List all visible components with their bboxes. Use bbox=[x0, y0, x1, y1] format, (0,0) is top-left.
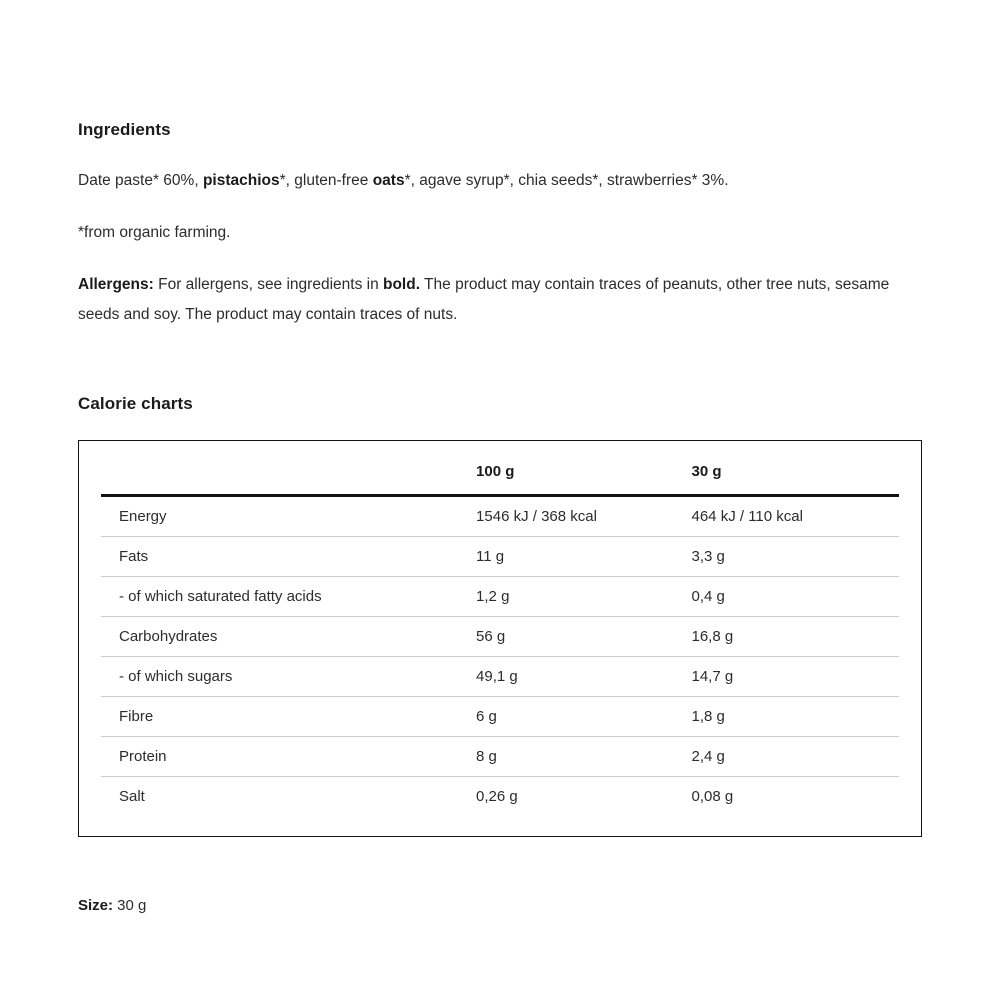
organic-farming-note: *from organic farming. bbox=[78, 224, 231, 241]
row-label: Energy bbox=[101, 496, 476, 537]
table-row bbox=[101, 496, 899, 537]
allergens-bold-word: bold. bbox=[383, 276, 421, 293]
allergens-text-2: The product may contain traces of peanuts, other tree nuts, sesame seeds and soy. The product may contain traces of nuts. bbox=[78, 276, 890, 323]
row-value-100g: 11 g bbox=[476, 537, 691, 577]
nutrition-table-head bbox=[101, 459, 899, 496]
row-value-30g: 16,8 g bbox=[692, 617, 900, 657]
header-per-100g: 100 g bbox=[476, 459, 691, 496]
header-nutrient bbox=[101, 459, 476, 496]
row-value-30g: 1,8 g bbox=[692, 697, 900, 737]
row-label: Carbohydrates bbox=[101, 617, 476, 657]
table-row bbox=[101, 697, 899, 737]
ingredients-part-4: oats bbox=[372, 172, 405, 189]
allergens-note bbox=[78, 270, 908, 330]
table-row bbox=[101, 777, 899, 817]
row-value-100g: 1,2 g bbox=[476, 577, 691, 617]
header-per-30g: 30 g bbox=[692, 459, 900, 496]
row-value-100g: 0,26 g bbox=[476, 788, 518, 805]
row-label: - of which sugars bbox=[101, 657, 476, 697]
size-value: 30 g bbox=[113, 897, 147, 914]
ingredients-part-3: *, gluten-free bbox=[279, 172, 373, 189]
row-label: - of which saturated fatty acids bbox=[101, 577, 476, 617]
nutrition-table-container bbox=[78, 440, 922, 837]
table-row bbox=[101, 657, 899, 697]
row-value-100g: 56 g bbox=[476, 617, 691, 657]
row-value-100g: 49,1 g bbox=[476, 657, 691, 697]
row-value-30g: 0,08 g bbox=[691, 788, 734, 805]
size-label: Size: bbox=[78, 897, 114, 914]
row-value-30g: 3,3 g bbox=[692, 537, 900, 577]
table-row bbox=[101, 577, 899, 617]
row-label: Protein bbox=[101, 737, 476, 777]
ingredients-part-5: *, agave syrup*, chia seeds*, strawberries* 3%. bbox=[404, 172, 729, 189]
row-label: Fats bbox=[101, 537, 476, 577]
row-value-100g: 1546 kJ / 368 kcal bbox=[476, 496, 691, 537]
nutrition-table-body bbox=[101, 496, 899, 817]
row-value-100g: 6 g bbox=[476, 697, 691, 737]
ingredients-part-2: pistachios bbox=[202, 172, 280, 189]
row-value-100g: 8 g bbox=[476, 737, 691, 777]
row-value-30g: 2,4 g bbox=[692, 737, 900, 777]
row-label: Fibre bbox=[101, 697, 476, 737]
nutrition-table bbox=[101, 459, 899, 816]
size-note bbox=[78, 897, 922, 914]
table-row bbox=[101, 617, 899, 657]
allergens-label: Allergens: bbox=[78, 276, 154, 293]
row-value-30g: 0,4 g bbox=[692, 577, 900, 617]
table-header-row bbox=[101, 459, 899, 496]
calorie-charts-heading: Calorie charts bbox=[78, 394, 193, 413]
ingredients-part-1: Date paste* 60%, bbox=[78, 172, 203, 189]
table-row bbox=[101, 737, 899, 777]
row-label: Salt bbox=[119, 788, 145, 805]
row-value-30g: 464 kJ / 110 kcal bbox=[692, 496, 900, 537]
row-value-30g: 14,7 g bbox=[692, 657, 900, 697]
table-row bbox=[101, 537, 899, 577]
allergens-text-1: For allergens, see ingredients in bbox=[153, 276, 383, 293]
ingredients-heading: Ingredients bbox=[78, 120, 171, 139]
ingredients-list bbox=[78, 166, 908, 196]
